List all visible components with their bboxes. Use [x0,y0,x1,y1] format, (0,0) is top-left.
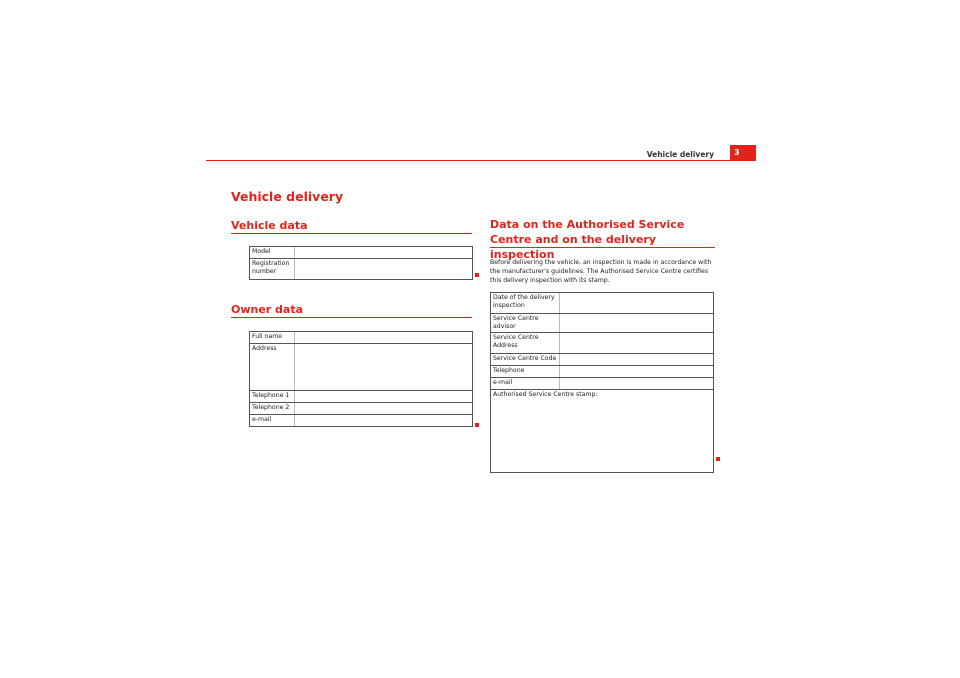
model-field[interactable] [295,247,473,259]
field-label: Model [250,247,295,259]
table-row [491,333,714,354]
table-row [250,259,473,280]
registration-number-field[interactable] [295,259,473,280]
header-rule [206,160,730,161]
field-label: Service Centre Address [491,333,560,354]
address-field[interactable] [295,344,473,391]
field-label: Service Centre Code [491,354,560,366]
field-label: Date of the delivery inspection [491,293,560,314]
table-row [491,293,714,314]
section-end-mark [475,273,479,277]
field-label: Service Centre advisor [491,314,560,333]
table-row [250,247,473,259]
field-label: Telephone [491,366,560,378]
owner-data-table [249,331,473,427]
table-row [250,332,473,344]
service-centre-address-field[interactable] [560,333,714,354]
field-label: Telephone 2 [250,403,295,415]
table-row [250,391,473,403]
field-label: e-mail [491,378,560,390]
service-centre-rule [490,247,715,248]
telephone-2-field[interactable] [295,403,473,415]
service-advisor-field[interactable] [560,314,714,333]
service-email-field[interactable] [560,378,714,390]
field-label: e-mail [250,415,295,427]
service-centre-heading: Data on the Authorised Service Centre and on the delivery inspection [490,218,685,261]
service-telephone-field[interactable] [560,366,714,378]
section-end-mark [716,457,720,461]
service-centre-table [490,292,714,473]
page-title: Vehicle delivery [231,189,344,204]
table-row [250,344,473,391]
vehicle-data-rule [231,233,472,234]
field-label: Telephone 1 [250,391,295,403]
owner-data-heading: Owner data [231,303,304,316]
running-header-title: Vehicle delivery [646,150,714,159]
stamp-area[interactable] [491,390,714,473]
table-row [250,403,473,415]
inspection-intro-text: Before delivering the vehicle, an inspection is made in accordance with the manufacturer's guidelines. The Authorised Service Centre certifies this delivery inspection with its stamp. [490,259,712,284]
section-end-mark [475,423,479,427]
full-name-field[interactable] [295,332,473,344]
table-row [491,378,714,390]
vehicle-data-heading: Vehicle data [231,219,308,232]
stamp-label: Authorised Service Centre stamp: [493,391,598,398]
field-label: Address [250,344,295,391]
table-row [491,390,714,473]
field-label: Full name [250,332,295,344]
table-row [491,354,714,366]
field-label: Registration number [250,259,295,280]
email-field[interactable] [295,415,473,427]
vehicle-data-table [249,246,473,280]
page-number: 3 [730,145,756,161]
table-row [250,415,473,427]
delivery-inspection-date-field[interactable] [560,293,714,314]
service-centre-code-field[interactable] [560,354,714,366]
table-row [491,314,714,333]
telephone-1-field[interactable] [295,391,473,403]
owner-data-rule [231,317,472,318]
table-row [491,366,714,378]
